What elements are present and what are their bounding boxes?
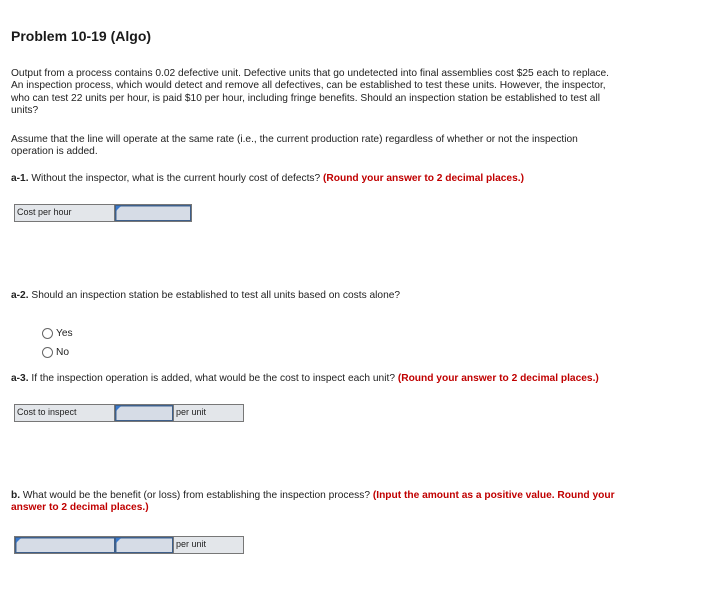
input-flag-icon — [116, 406, 121, 411]
intro-line: An inspection process, which would detect and remove all defectives, can be established to test these units. However, the inspector, — [11, 80, 606, 92]
question-a3-label: a-3. — [11, 373, 29, 384]
question-a2-text: Should an inspection station be established to test all units based on costs alone? — [28, 290, 401, 301]
question-a1-instruction: (Round your answer to 2 decimal places.) — [323, 173, 524, 184]
problem-title: Problem 10-19 (Algo) — [11, 28, 152, 44]
answer-table-a3 — [14, 404, 244, 422]
assumption-line: Assume that the line will operate at the same rate (i.e., the current production rate) regardless of whether or not the inspection — [11, 134, 578, 145]
radio-button-icon[interactable] — [42, 328, 53, 339]
radio-label-no: No — [56, 347, 70, 358]
radio-button-icon[interactable] — [42, 347, 53, 358]
benefit-or-loss-select[interactable] — [15, 537, 115, 553]
benefit-amount-input[interactable] — [115, 537, 173, 553]
intro-line: Output from a process contains 0.02 defective unit. Defective units that go undetected into final assemblies cost $25 each to replace. — [11, 68, 610, 79]
question-b-label: b. — [11, 490, 21, 501]
per-unit-label: per unit — [173, 537, 243, 553]
problem-intro — [11, 68, 609, 117]
assumption-line: operation is added. — [11, 146, 98, 158]
input-flag-icon — [116, 206, 121, 211]
question-a1-label: a-1. — [11, 173, 29, 184]
question-a3 — [11, 373, 599, 385]
question-b-instruction-cont: answer to 2 decimal places.) — [11, 502, 149, 514]
question-a1-text: Without the inspector, what is the current hourly cost of defects? — [28, 173, 324, 184]
question-a3-text: If the inspection operation is added, what would be the cost to inspect each unit? — [28, 373, 398, 384]
per-unit-label: per unit — [173, 405, 243, 421]
cost-to-inspect-label: Cost to inspect — [15, 405, 115, 421]
radio-option-yes[interactable] — [42, 328, 73, 339]
radio-option-no[interactable] — [42, 347, 69, 358]
cost-to-inspect-input[interactable] — [115, 405, 173, 421]
intro-line: units? — [11, 104, 39, 116]
question-b — [11, 490, 615, 515]
cost-per-hour-label: Cost per hour — [15, 205, 115, 221]
question-a3-instruction: (Round your answer to 2 decimal places.) — [397, 373, 599, 384]
cost-per-hour-input[interactable] — [115, 205, 191, 221]
question-b-instruction: (Input the amount as a positive value. Round your — [372, 490, 615, 501]
intro-line: who can test 22 units per hour, is paid $10 per hour, including fringe benefits. Should an inspection station be established to test all — [11, 92, 600, 104]
question-a2-label: a-2. — [11, 290, 29, 301]
question-b-text: What would be the benefit (or loss) from establishing the inspection process? — [20, 490, 373, 501]
question-a2 — [11, 290, 400, 302]
question-a1 — [11, 173, 524, 185]
input-flag-icon — [16, 538, 21, 543]
radio-label-yes: Yes — [56, 328, 73, 339]
answer-table-a1 — [14, 204, 192, 222]
assumption-text — [11, 134, 578, 159]
answer-table-b — [14, 536, 244, 554]
input-flag-icon — [116, 538, 121, 543]
